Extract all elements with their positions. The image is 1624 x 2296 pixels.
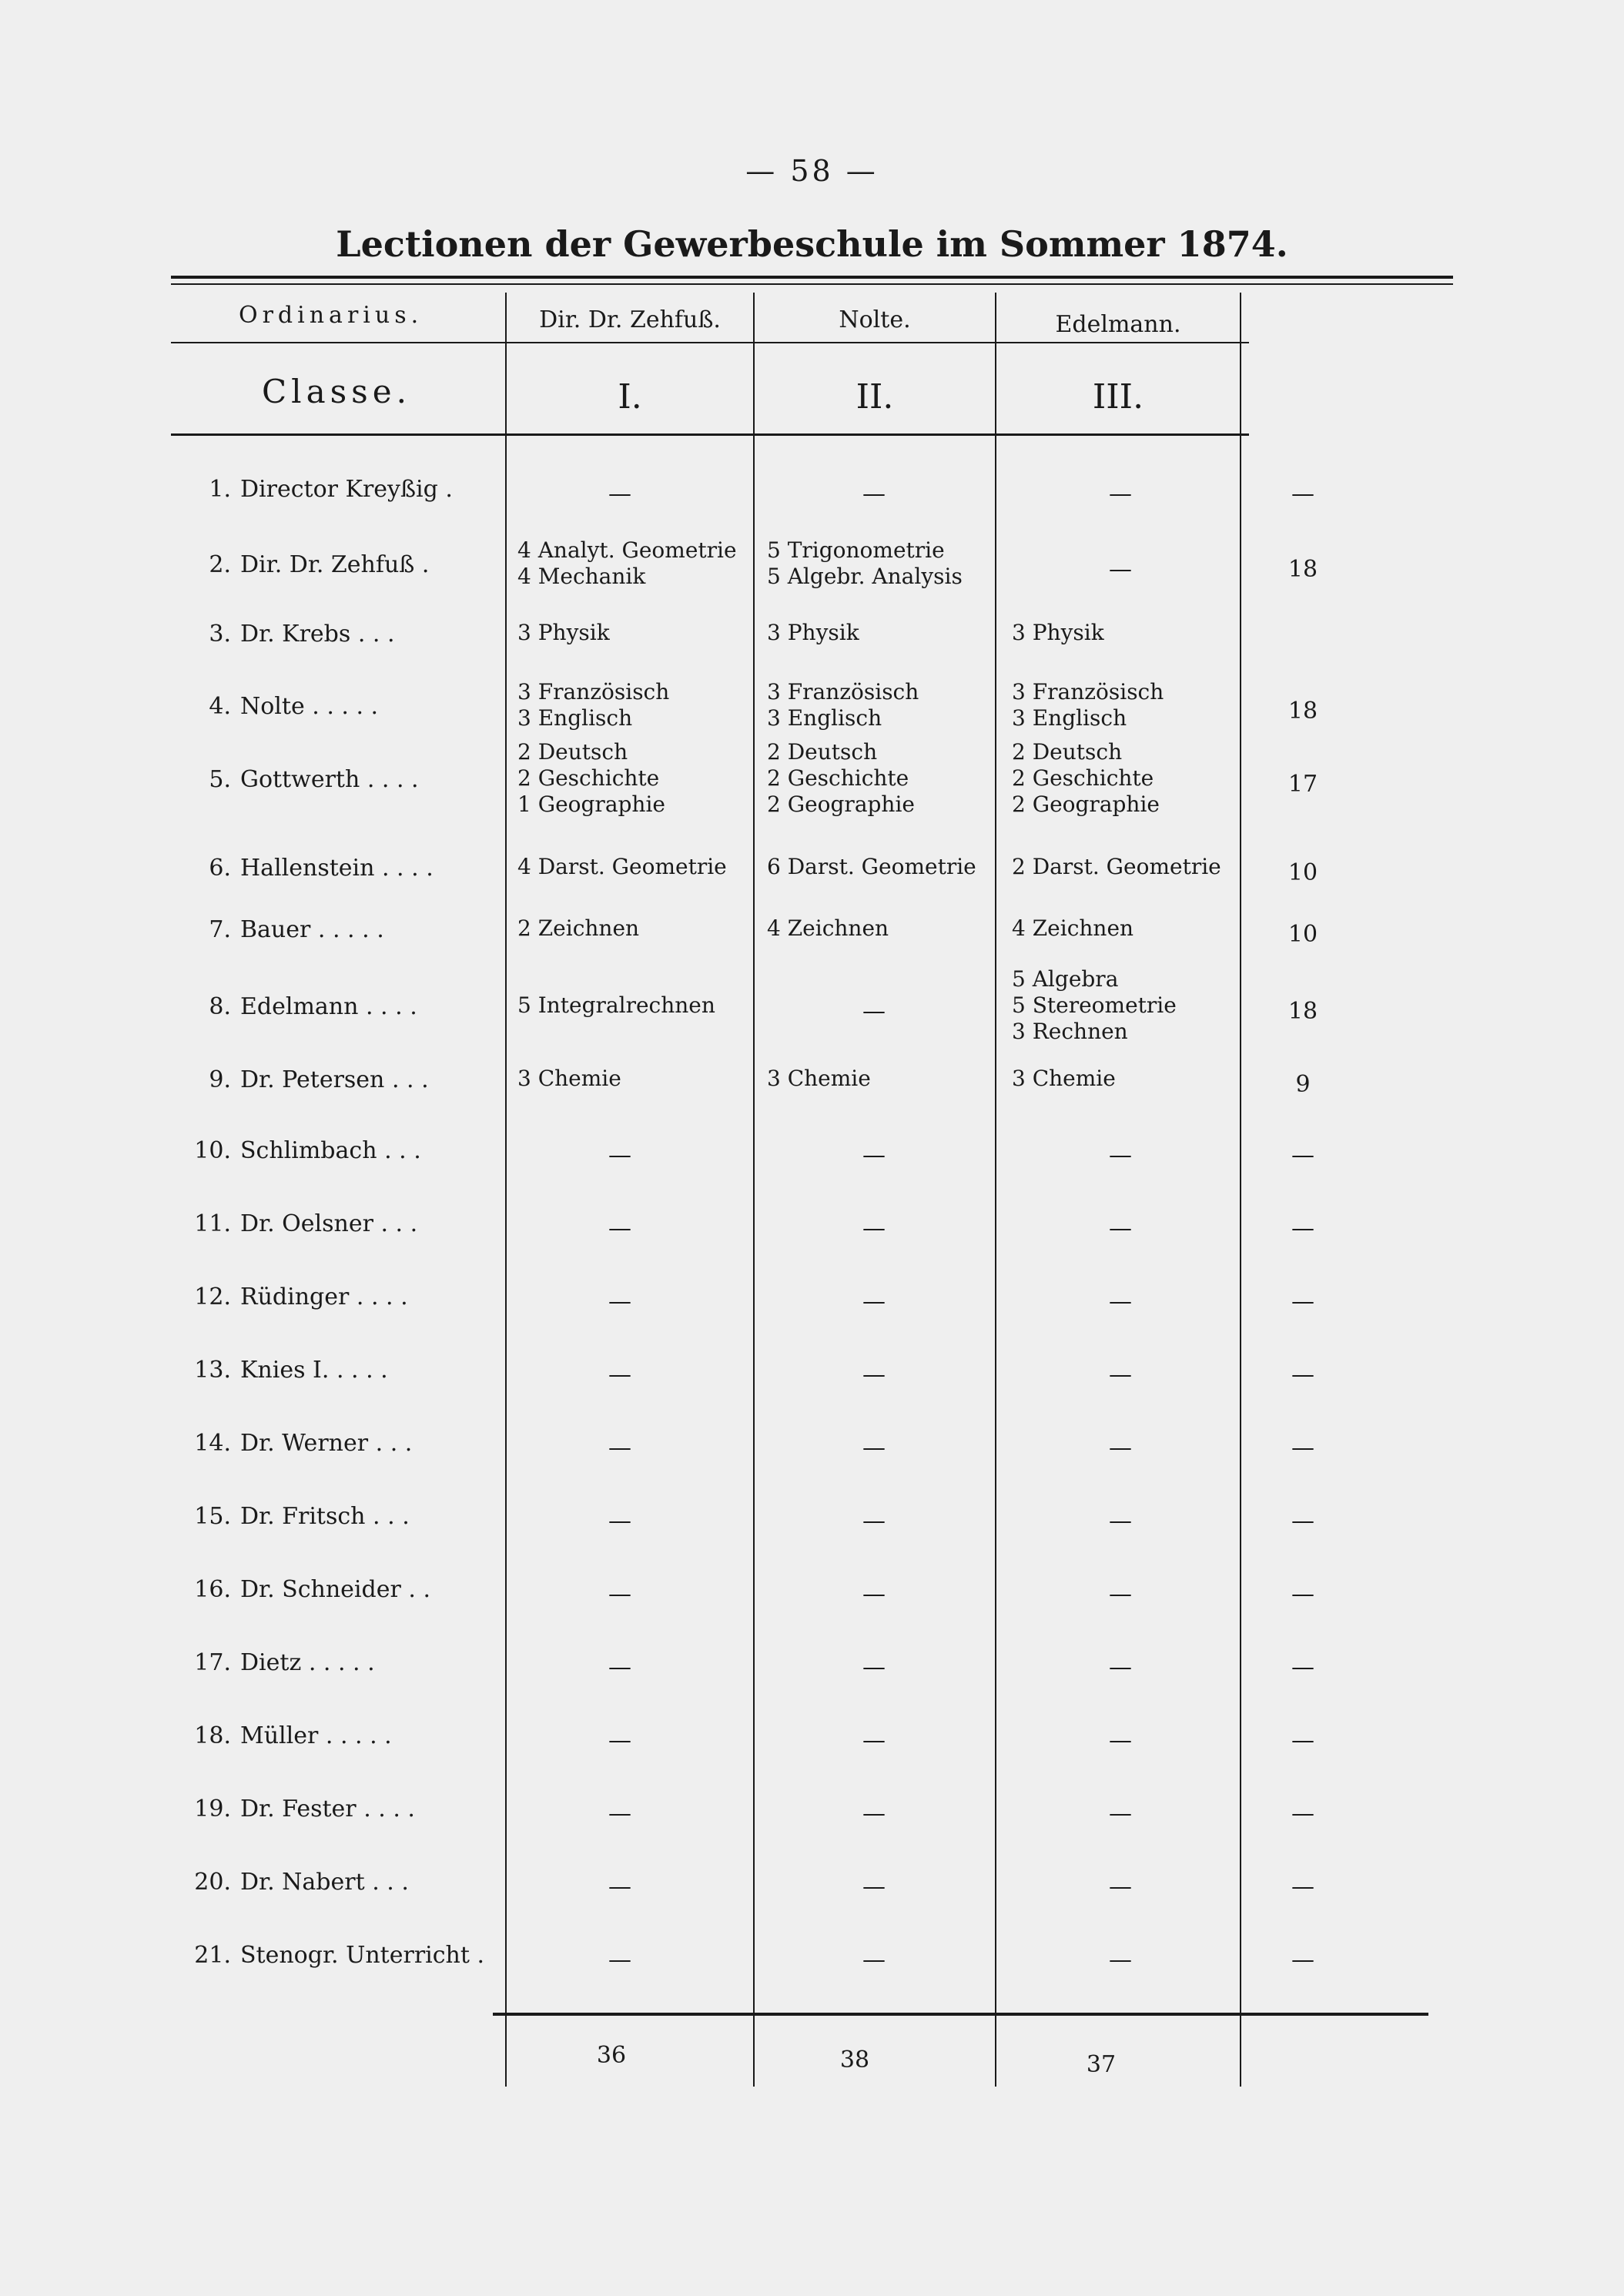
row-number: 15. bbox=[194, 1503, 231, 1530]
empty-cell: — bbox=[608, 1288, 631, 1315]
lesson-entry: 3 Rechnen bbox=[1012, 1019, 1128, 1044]
totals-rule bbox=[493, 2013, 1428, 2016]
lesson-entry: 2 Zeichnen bbox=[517, 915, 640, 941]
teacher-name bbox=[177, 855, 493, 882]
leader-dots: . . . bbox=[391, 1066, 429, 1093]
leader-dots: . . . bbox=[384, 1137, 421, 1164]
row-number: 10. bbox=[194, 1137, 231, 1164]
empty-cell: — bbox=[1109, 1800, 1132, 1827]
teacher-label: Dr. Fester bbox=[240, 1796, 357, 1822]
leader-dots: . . . . . bbox=[325, 1722, 392, 1749]
row-total: 18 bbox=[1287, 556, 1318, 583]
row-number: 11. bbox=[194, 1210, 231, 1237]
empty-cell: — bbox=[1109, 1508, 1132, 1535]
column-line-4 bbox=[1240, 293, 1241, 2087]
empty-cell: — bbox=[862, 1508, 886, 1535]
empty-cell: — bbox=[608, 1434, 631, 1461]
row-number: 9. bbox=[209, 1066, 231, 1093]
teacher-label: Dr. Krebs bbox=[240, 621, 351, 648]
lesson-entry: 3 Chemie bbox=[1012, 1066, 1116, 1091]
empty-cell: — bbox=[608, 480, 631, 507]
row-number: 5. bbox=[209, 766, 231, 793]
header-divider bbox=[171, 342, 1249, 343]
leader-dots: . . . . . bbox=[308, 1649, 375, 1676]
teacher-label: Dietz bbox=[240, 1649, 302, 1676]
teacher-label: Dr. Oelsner bbox=[240, 1210, 373, 1237]
teacher-label: Dr. Petersen bbox=[240, 1066, 385, 1093]
ordinarius-1: Dir. Dr. Zehfuß. bbox=[539, 306, 721, 333]
empty-cell: — bbox=[1109, 1581, 1132, 1608]
leader-dots: . . . . . bbox=[312, 693, 379, 720]
teacher-name bbox=[177, 1869, 493, 1896]
empty-cell: — bbox=[862, 1800, 886, 1827]
teacher-label: Director Kreyßig bbox=[240, 476, 438, 503]
class-2: II. bbox=[856, 377, 894, 417]
empty-cell: — bbox=[862, 1288, 886, 1315]
empty-cell: — bbox=[1109, 556, 1132, 583]
teacher-label: Stenogr. Unterricht bbox=[240, 1942, 470, 1969]
empty-cell: — bbox=[862, 1654, 886, 1681]
row-total: — bbox=[1291, 1508, 1314, 1535]
row-total: 18 bbox=[1287, 698, 1318, 725]
row-total: — bbox=[1291, 1946, 1314, 1973]
empty-cell: — bbox=[1109, 1288, 1132, 1315]
page-number: — 58 — bbox=[745, 154, 879, 188]
row-number: 21. bbox=[194, 1942, 231, 1969]
empty-cell: — bbox=[862, 1727, 886, 1754]
lesson-entry: 4 Analyt. Geometrie bbox=[517, 537, 737, 563]
empty-cell: — bbox=[608, 1142, 631, 1169]
teacher-name bbox=[177, 916, 493, 943]
teacher-label: Dr. Fritsch bbox=[240, 1503, 366, 1530]
row-number: 3. bbox=[209, 621, 231, 648]
teacher-label: Dr. Nabert bbox=[240, 1869, 365, 1896]
lesson-entry: 2 Darst. Geometrie bbox=[1012, 854, 1221, 879]
lesson-entry: 3 Physik bbox=[517, 620, 610, 645]
leader-dots: . . . bbox=[372, 1869, 409, 1896]
column-line-2 bbox=[753, 293, 755, 2087]
lesson-entry: 2 Geschichte bbox=[517, 765, 660, 791]
empty-cell: — bbox=[1109, 1873, 1132, 1900]
teacher-label: Müller bbox=[240, 1722, 319, 1749]
lesson-entry: 5 Algebra bbox=[1012, 966, 1119, 992]
empty-cell: — bbox=[862, 1434, 886, 1461]
lesson-entry: 4 Mechanik bbox=[517, 564, 646, 589]
class-3: III. bbox=[1092, 377, 1144, 417]
lesson-entry: 5 Trigonometrie bbox=[767, 537, 945, 563]
row-number: 18. bbox=[194, 1722, 231, 1749]
lesson-entry: 3 Englisch bbox=[767, 705, 882, 731]
lesson-entry: 5 Algebr. Analysis bbox=[767, 564, 963, 589]
teacher-label: Bauer bbox=[240, 916, 311, 943]
lesson-entry: 2 Deutsch bbox=[517, 739, 628, 765]
empty-cell: — bbox=[608, 1946, 631, 1973]
lesson-entry: 3 Physik bbox=[1012, 620, 1104, 645]
lesson-entry: 4 Zeichnen bbox=[767, 915, 889, 941]
row-total: — bbox=[1291, 1142, 1314, 1169]
row-number: 19. bbox=[194, 1796, 231, 1822]
leader-dots: . . . . . bbox=[317, 916, 384, 943]
teacher-label: Dr. Schneider bbox=[240, 1576, 401, 1603]
lesson-entry: 3 Englisch bbox=[517, 705, 633, 731]
lesson-entry: 6 Darst. Geometrie bbox=[767, 854, 976, 879]
empty-cell: — bbox=[608, 1873, 631, 1900]
row-total: — bbox=[1291, 1361, 1314, 1388]
leader-dots: . . . bbox=[380, 1210, 418, 1237]
leader-dots: . bbox=[445, 476, 453, 503]
table-top-rule-thin bbox=[171, 283, 1453, 285]
lesson-entry: 3 Chemie bbox=[767, 1066, 871, 1091]
teacher-label: Schlimbach bbox=[240, 1137, 377, 1164]
teacher-name bbox=[177, 1137, 493, 1164]
row-number: 2. bbox=[209, 551, 231, 578]
leader-dots: . . . . bbox=[363, 1796, 415, 1822]
teacher-name bbox=[177, 1210, 493, 1237]
row-number: 8. bbox=[209, 993, 231, 1020]
page-title: Lectionen der Gewerbeschule im Sommer 1874. bbox=[336, 223, 1288, 265]
leader-dots: . . . . bbox=[365, 993, 417, 1020]
empty-cell: — bbox=[1109, 1434, 1132, 1461]
empty-cell: — bbox=[1109, 480, 1132, 507]
teacher-name bbox=[177, 1796, 493, 1822]
lesson-entry: 2 Deutsch bbox=[1012, 739, 1123, 765]
ordinarius-label: Ordinarius. bbox=[239, 302, 424, 329]
sum-class-2: 38 bbox=[839, 2047, 870, 2073]
row-total: — bbox=[1291, 1654, 1314, 1681]
empty-cell: — bbox=[862, 1142, 886, 1169]
class-1: I. bbox=[618, 377, 642, 417]
row-total: 17 bbox=[1287, 771, 1318, 798]
row-number: 4. bbox=[209, 693, 231, 720]
table-top-rule bbox=[171, 276, 1453, 279]
row-number: 12. bbox=[194, 1284, 231, 1310]
teacher-label: Gottwerth bbox=[240, 766, 360, 793]
leader-dots: . . . . bbox=[381, 855, 434, 882]
lesson-entry: 3 Physik bbox=[767, 620, 859, 645]
empty-cell: — bbox=[608, 1581, 631, 1608]
teacher-label: Dir. Dr. Zehfuß bbox=[240, 551, 415, 578]
teacher-name bbox=[177, 551, 493, 578]
classe-label: Classe. bbox=[262, 373, 411, 410]
row-number: 17. bbox=[194, 1649, 231, 1676]
row-number: 16. bbox=[194, 1576, 231, 1603]
teacher-name bbox=[177, 766, 493, 793]
leader-dots: . . . bbox=[357, 621, 395, 648]
row-total: 9 bbox=[1295, 1071, 1311, 1098]
sum-class-1: 36 bbox=[596, 2042, 627, 2069]
empty-cell: — bbox=[862, 1215, 886, 1242]
leader-dots: . . . . bbox=[367, 766, 419, 793]
teacher-name bbox=[177, 1066, 493, 1093]
lesson-entry: 2 Geschichte bbox=[767, 765, 909, 791]
empty-cell: — bbox=[1109, 1142, 1132, 1169]
row-total: — bbox=[1291, 1873, 1314, 1900]
empty-cell: — bbox=[862, 1361, 886, 1388]
teacher-name bbox=[177, 1942, 493, 1969]
column-line-1 bbox=[505, 293, 507, 2087]
lesson-entry: 3 Französisch bbox=[1012, 679, 1164, 705]
row-total: — bbox=[1291, 1581, 1314, 1608]
empty-cell: — bbox=[608, 1654, 631, 1681]
teacher-name bbox=[177, 1430, 493, 1457]
row-total: — bbox=[1291, 1215, 1314, 1242]
row-number: 6. bbox=[209, 855, 231, 882]
lesson-entry: 3 Englisch bbox=[1012, 705, 1127, 731]
lesson-entry: 1 Geographie bbox=[517, 792, 665, 817]
row-total: — bbox=[1291, 1800, 1314, 1827]
row-total: 10 bbox=[1287, 921, 1318, 948]
row-number: 7. bbox=[209, 916, 231, 943]
empty-cell: — bbox=[862, 1946, 886, 1973]
teacher-name bbox=[177, 1576, 493, 1603]
empty-cell: — bbox=[608, 1215, 631, 1242]
empty-cell: — bbox=[1109, 1215, 1132, 1242]
leader-dots: . bbox=[421, 551, 430, 578]
row-number: 14. bbox=[194, 1430, 231, 1457]
row-number: 1. bbox=[209, 476, 231, 503]
teacher-name bbox=[177, 1284, 493, 1310]
teacher-label: Dr. Werner bbox=[240, 1430, 369, 1457]
row-total: — bbox=[1291, 1727, 1314, 1754]
leader-dots: . . . . bbox=[336, 1357, 388, 1384]
leader-dots: . . bbox=[408, 1576, 430, 1603]
teacher-label: Hallenstein bbox=[240, 855, 375, 882]
teacher-name bbox=[177, 621, 493, 648]
empty-cell: — bbox=[862, 1873, 886, 1900]
teacher-name bbox=[177, 693, 493, 720]
empty-cell: — bbox=[1109, 1727, 1132, 1754]
lesson-entry: 2 Geographie bbox=[1012, 792, 1160, 817]
teacher-name bbox=[177, 1503, 493, 1530]
leader-dots: . bbox=[477, 1942, 485, 1969]
empty-cell: — bbox=[1109, 1654, 1132, 1681]
lesson-entry: 4 Darst. Geometrie bbox=[517, 854, 727, 879]
teacher-label: Knies I. bbox=[240, 1357, 330, 1384]
row-total: — bbox=[1291, 1434, 1314, 1461]
lesson-entry: 2 Deutsch bbox=[767, 739, 878, 765]
lesson-entry: 4 Zeichnen bbox=[1012, 915, 1134, 941]
empty-cell: — bbox=[608, 1800, 631, 1827]
row-total: 18 bbox=[1287, 998, 1318, 1025]
row-total: — bbox=[1291, 1288, 1314, 1315]
empty-cell: — bbox=[1109, 1361, 1132, 1388]
teacher-label: Nolte bbox=[240, 693, 305, 720]
row-total: — bbox=[1291, 480, 1314, 507]
teacher-name bbox=[177, 1357, 493, 1384]
empty-cell: — bbox=[862, 480, 886, 507]
ordinarius-3: Edelmann. bbox=[1055, 311, 1181, 338]
empty-cell: — bbox=[608, 1727, 631, 1754]
sum-class-3: 37 bbox=[1086, 2051, 1117, 2078]
header-bottom-rule bbox=[171, 433, 1249, 436]
teacher-label: Edelmann bbox=[240, 993, 359, 1020]
row-number: 20. bbox=[194, 1869, 231, 1896]
row-total: 10 bbox=[1287, 859, 1318, 886]
empty-cell: — bbox=[608, 1361, 631, 1388]
row-number: 13. bbox=[194, 1357, 231, 1384]
leader-dots: . . . . bbox=[356, 1284, 408, 1310]
lesson-entry: 2 Geographie bbox=[767, 792, 915, 817]
teacher-name bbox=[177, 1722, 493, 1749]
teacher-name bbox=[177, 993, 493, 1020]
lesson-entry: 5 Stereometrie bbox=[1012, 992, 1177, 1018]
lesson-entry: 3 Französisch bbox=[517, 679, 670, 705]
lesson-entry: 2 Geschichte bbox=[1012, 765, 1154, 791]
leader-dots: . . . bbox=[373, 1503, 410, 1530]
empty-cell: — bbox=[862, 1581, 886, 1608]
lesson-entry: 3 Chemie bbox=[517, 1066, 621, 1091]
column-line-3 bbox=[995, 293, 996, 2087]
leader-dots: . . . bbox=[375, 1430, 413, 1457]
lesson-entry: 3 Französisch bbox=[767, 679, 919, 705]
teacher-label: Rüdinger bbox=[240, 1284, 350, 1310]
empty-cell: — bbox=[862, 998, 886, 1025]
teacher-name bbox=[177, 476, 493, 503]
ordinarius-2: Nolte. bbox=[839, 306, 911, 333]
empty-cell: — bbox=[1109, 1946, 1132, 1973]
empty-cell: — bbox=[608, 1508, 631, 1535]
teacher-name bbox=[177, 1649, 493, 1676]
lesson-entry: 5 Integralrechnen bbox=[517, 992, 715, 1018]
